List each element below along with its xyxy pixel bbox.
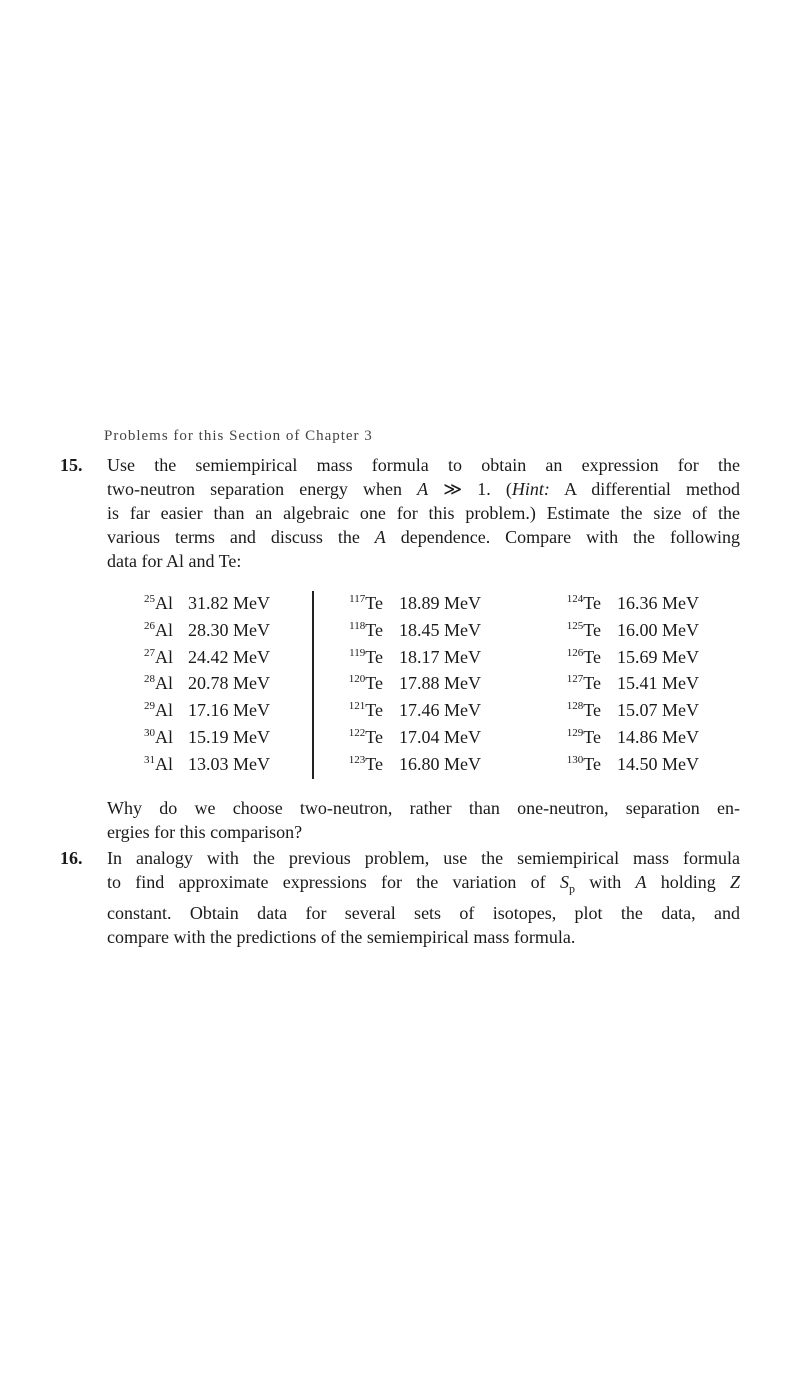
isotope-label	[313, 751, 383, 781]
separation-energy-value: 18.89 MeV	[399, 593, 481, 613]
element-symbol: Al	[155, 726, 173, 747]
problem-15-followup-text	[107, 796, 740, 844]
mass-number: 125	[566, 619, 584, 632]
element-symbol: Te	[583, 673, 601, 694]
problem-text-line: various terms and discuss the A dependence. Compare with the following	[107, 527, 740, 547]
isotope-label	[313, 670, 383, 700]
separation-energy-value: 15.41 MeV	[617, 673, 699, 694]
mass-number: 127	[566, 673, 584, 686]
table-row	[133, 724, 270, 751]
separation-energy-value: 24.42 MeV	[188, 646, 270, 667]
isotope-label	[545, 644, 601, 674]
separation-energy-value: 16.00 MeV	[617, 619, 699, 640]
isotope-label	[545, 697, 601, 727]
table-row	[313, 697, 481, 724]
table-row	[545, 724, 699, 751]
table-row	[313, 751, 481, 778]
problem-text-line: data for Al and Te:	[107, 551, 242, 571]
isotope-label	[133, 697, 173, 727]
isotope-label	[313, 617, 383, 647]
table-row	[545, 670, 699, 697]
element-symbol: Te	[583, 753, 601, 774]
isotope-label	[313, 724, 383, 754]
problem-text-line: ergies for this comparison?	[107, 822, 303, 842]
table-column-al	[133, 590, 270, 778]
separation-energy-value: 15.19 MeV	[188, 726, 270, 747]
isotope-label	[545, 751, 601, 781]
problem-number: 16.	[60, 848, 83, 868]
element-symbol: Te	[583, 593, 601, 613]
isotope-label	[545, 590, 601, 620]
separation-energy-table	[133, 590, 713, 780]
table-row	[133, 617, 270, 644]
problem-number: 15.	[60, 455, 83, 475]
table-column-te-1	[313, 590, 481, 778]
problem-text-line: to find approximate expressions for the variation of $S_p$ with A holding Z	[107, 872, 740, 896]
separation-energy-value: 28.30 MeV	[188, 619, 270, 640]
mass-number: 117	[349, 593, 366, 605]
mass-number: 129	[566, 726, 584, 739]
element-symbol: Te	[365, 700, 383, 721]
element-symbol: Te	[365, 646, 383, 667]
mass-number: 121	[348, 700, 366, 713]
element-symbol: Te	[365, 619, 383, 640]
cut-off-header-text: Problems for this Section of Chapter 3	[104, 428, 373, 444]
table-row	[133, 697, 270, 724]
element-symbol: Al	[155, 700, 173, 721]
isotope-label	[545, 617, 601, 647]
table-row	[133, 644, 270, 671]
table-row	[313, 617, 481, 644]
mass-number: 27	[144, 646, 155, 659]
element-symbol: Te	[583, 726, 601, 747]
problem-text-line: Why do we choose two-neutron, rather than one-neutron, separation en-	[107, 798, 740, 818]
mass-number: 120	[348, 673, 366, 686]
table-row	[133, 670, 270, 697]
problem-text-line: two-neutron separation energy when A ≫ 1. (Hint: A differential method	[107, 479, 740, 499]
table-row	[545, 617, 699, 644]
table-row	[313, 670, 481, 697]
separation-energy-value: 17.04 MeV	[399, 726, 481, 747]
mass-number: 128	[566, 700, 584, 713]
element-symbol: Te	[583, 619, 601, 640]
isotope-label	[545, 724, 601, 754]
element-symbol: Al	[155, 619, 173, 640]
separation-energy-value: 15.07 MeV	[617, 700, 699, 721]
problem-text-line: Use the semiempirical mass formula to obtain an expression for the	[107, 455, 740, 475]
separation-energy-value: 17.46 MeV	[399, 700, 481, 721]
mass-number: 119	[349, 646, 366, 659]
mass-number: 31	[144, 753, 155, 766]
mass-number: 122	[348, 726, 366, 739]
element-symbol: Te	[583, 646, 601, 667]
mass-number: 124	[566, 593, 584, 605]
isotope-label	[133, 724, 173, 754]
element-symbol: Te	[365, 726, 383, 747]
separation-energy-value: 18.17 MeV	[399, 646, 481, 667]
element-symbol: Te	[365, 673, 383, 694]
problem-text-line: constant. Obtain data for several sets of isotopes, plot the data, and	[107, 902, 740, 923]
separation-energy-value: 17.16 MeV	[188, 700, 270, 721]
separation-energy-value: 20.78 MeV	[188, 673, 270, 694]
problem-text-line: compare with the predictions of the semiempirical mass formula.	[107, 926, 576, 947]
table-column-te-2	[545, 590, 699, 778]
problem-15-text	[107, 453, 740, 573]
mass-number: 118	[349, 619, 366, 632]
separation-energy-value: 18.45 MeV	[399, 619, 481, 640]
mass-number: 30	[144, 726, 155, 739]
isotope-label	[313, 697, 383, 727]
table-row	[313, 724, 481, 751]
table-row	[133, 590, 270, 617]
table-row	[545, 590, 699, 617]
element-symbol: Al	[155, 753, 173, 774]
cut-off-header-line	[104, 428, 434, 446]
separation-energy-value: 31.82 MeV	[188, 593, 270, 613]
mass-number: 130	[566, 753, 584, 766]
table-row	[313, 590, 481, 617]
problem-16-text	[107, 846, 740, 949]
mass-number: 29	[144, 700, 155, 713]
separation-energy-value: 16.36 MeV	[617, 593, 699, 613]
mass-number: 126	[566, 646, 584, 659]
separation-energy-value: 13.03 MeV	[188, 753, 270, 774]
isotope-label	[133, 644, 173, 674]
isotope-label	[133, 590, 173, 620]
isotope-label	[133, 670, 173, 700]
separation-energy-value: 14.50 MeV	[617, 753, 699, 774]
separation-energy-value: 16.80 MeV	[399, 753, 481, 774]
table-row	[313, 644, 481, 671]
separation-energy-value: 17.88 MeV	[399, 673, 481, 694]
isotope-label	[133, 617, 173, 647]
element-symbol: Te	[583, 700, 601, 721]
element-symbol: Al	[155, 673, 173, 694]
element-symbol: Al	[155, 593, 173, 613]
element-symbol: Al	[155, 646, 173, 667]
table-row	[545, 751, 699, 778]
problem-text-line: In analogy with the previous problem, use the semiempirical mass formula	[107, 848, 740, 868]
mass-number: 25	[144, 593, 155, 605]
mass-number: 26	[144, 619, 155, 632]
table-row	[545, 644, 699, 671]
table-row	[133, 751, 270, 778]
isotope-label	[313, 644, 383, 674]
mass-number: 123	[348, 753, 366, 766]
table-row	[545, 697, 699, 724]
element-symbol: Te	[365, 753, 383, 774]
separation-energy-value: 14.86 MeV	[617, 726, 699, 747]
element-symbol: Te	[365, 593, 383, 613]
isotope-label	[133, 751, 173, 781]
isotope-label	[545, 670, 601, 700]
isotope-label	[313, 590, 383, 620]
mass-number: 28	[144, 673, 155, 686]
separation-energy-value: 15.69 MeV	[617, 646, 699, 667]
problem-text-line: is far easier than an algebraic one for this problem.) Estimate the size of the	[107, 503, 740, 523]
